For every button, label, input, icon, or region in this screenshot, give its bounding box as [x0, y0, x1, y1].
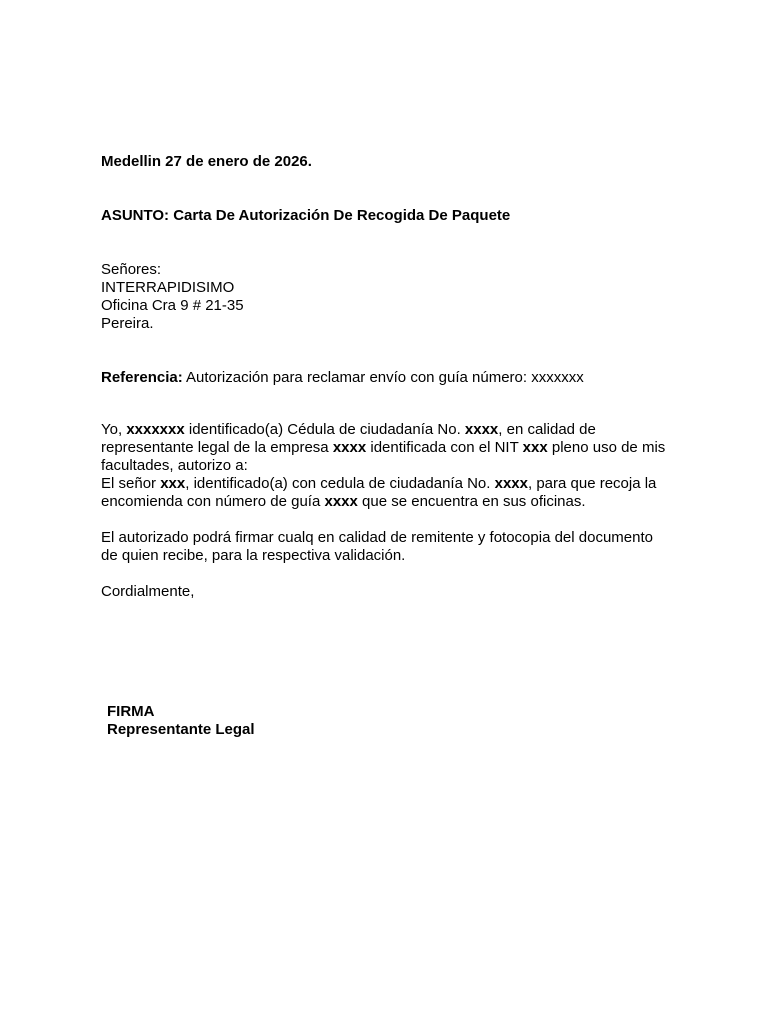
reference-label: Referencia: — [101, 369, 183, 386]
body-line-3: facultades, autorizo a: — [101, 457, 248, 474]
reference-text: Autorización para reclamar envío con guía número: xxxxxxx — [182, 369, 584, 386]
addressee-salutation: Señores: — [101, 261, 162, 278]
body-line-1: Yo, xxxxxxx identificado(a) Cédula de ciudadanía No. xxxx, en calidad de — [101, 421, 596, 438]
second-paragraph-line-1: El autorizado podrá firmar cualq en calidad de remitente y fotocopia del documento — [101, 529, 653, 546]
closing: Cordialmente, — [101, 583, 195, 600]
body-line-2: representante legal de la empresa xxxx identificada con el NIT xxx pleno uso de mis — [101, 439, 666, 456]
addressee-city: Pereira. — [101, 315, 154, 332]
addressee-office: Oficina Cra 9 # 21-35 — [101, 297, 244, 314]
reference-line — [101, 369, 681, 387]
signature-block — [107, 703, 687, 739]
letter-date: Medellin 27 de enero de 2026. — [101, 153, 312, 170]
body-line-5: encomienda con número de guía xxxx que se encuentra en sus oficinas. — [101, 493, 586, 510]
second-paragraph-line-2: de quien recibe, para la respectiva validación. — [101, 547, 406, 564]
addressee-block — [101, 261, 681, 333]
second-paragraph — [101, 529, 681, 565]
signature-role: Representante Legal — [107, 721, 255, 738]
body-paragraph — [101, 421, 681, 511]
addressee-company: INTERRAPIDISIMO — [101, 279, 235, 296]
body-line-4: El señor xxx, identificado(a) con cedula de ciudadanía No. xxxx, para que recoja la — [101, 475, 657, 492]
signature-label: FIRMA — [107, 703, 155, 720]
letter-subject: ASUNTO: Carta De Autorización De Recogida De Paquete — [101, 207, 511, 224]
